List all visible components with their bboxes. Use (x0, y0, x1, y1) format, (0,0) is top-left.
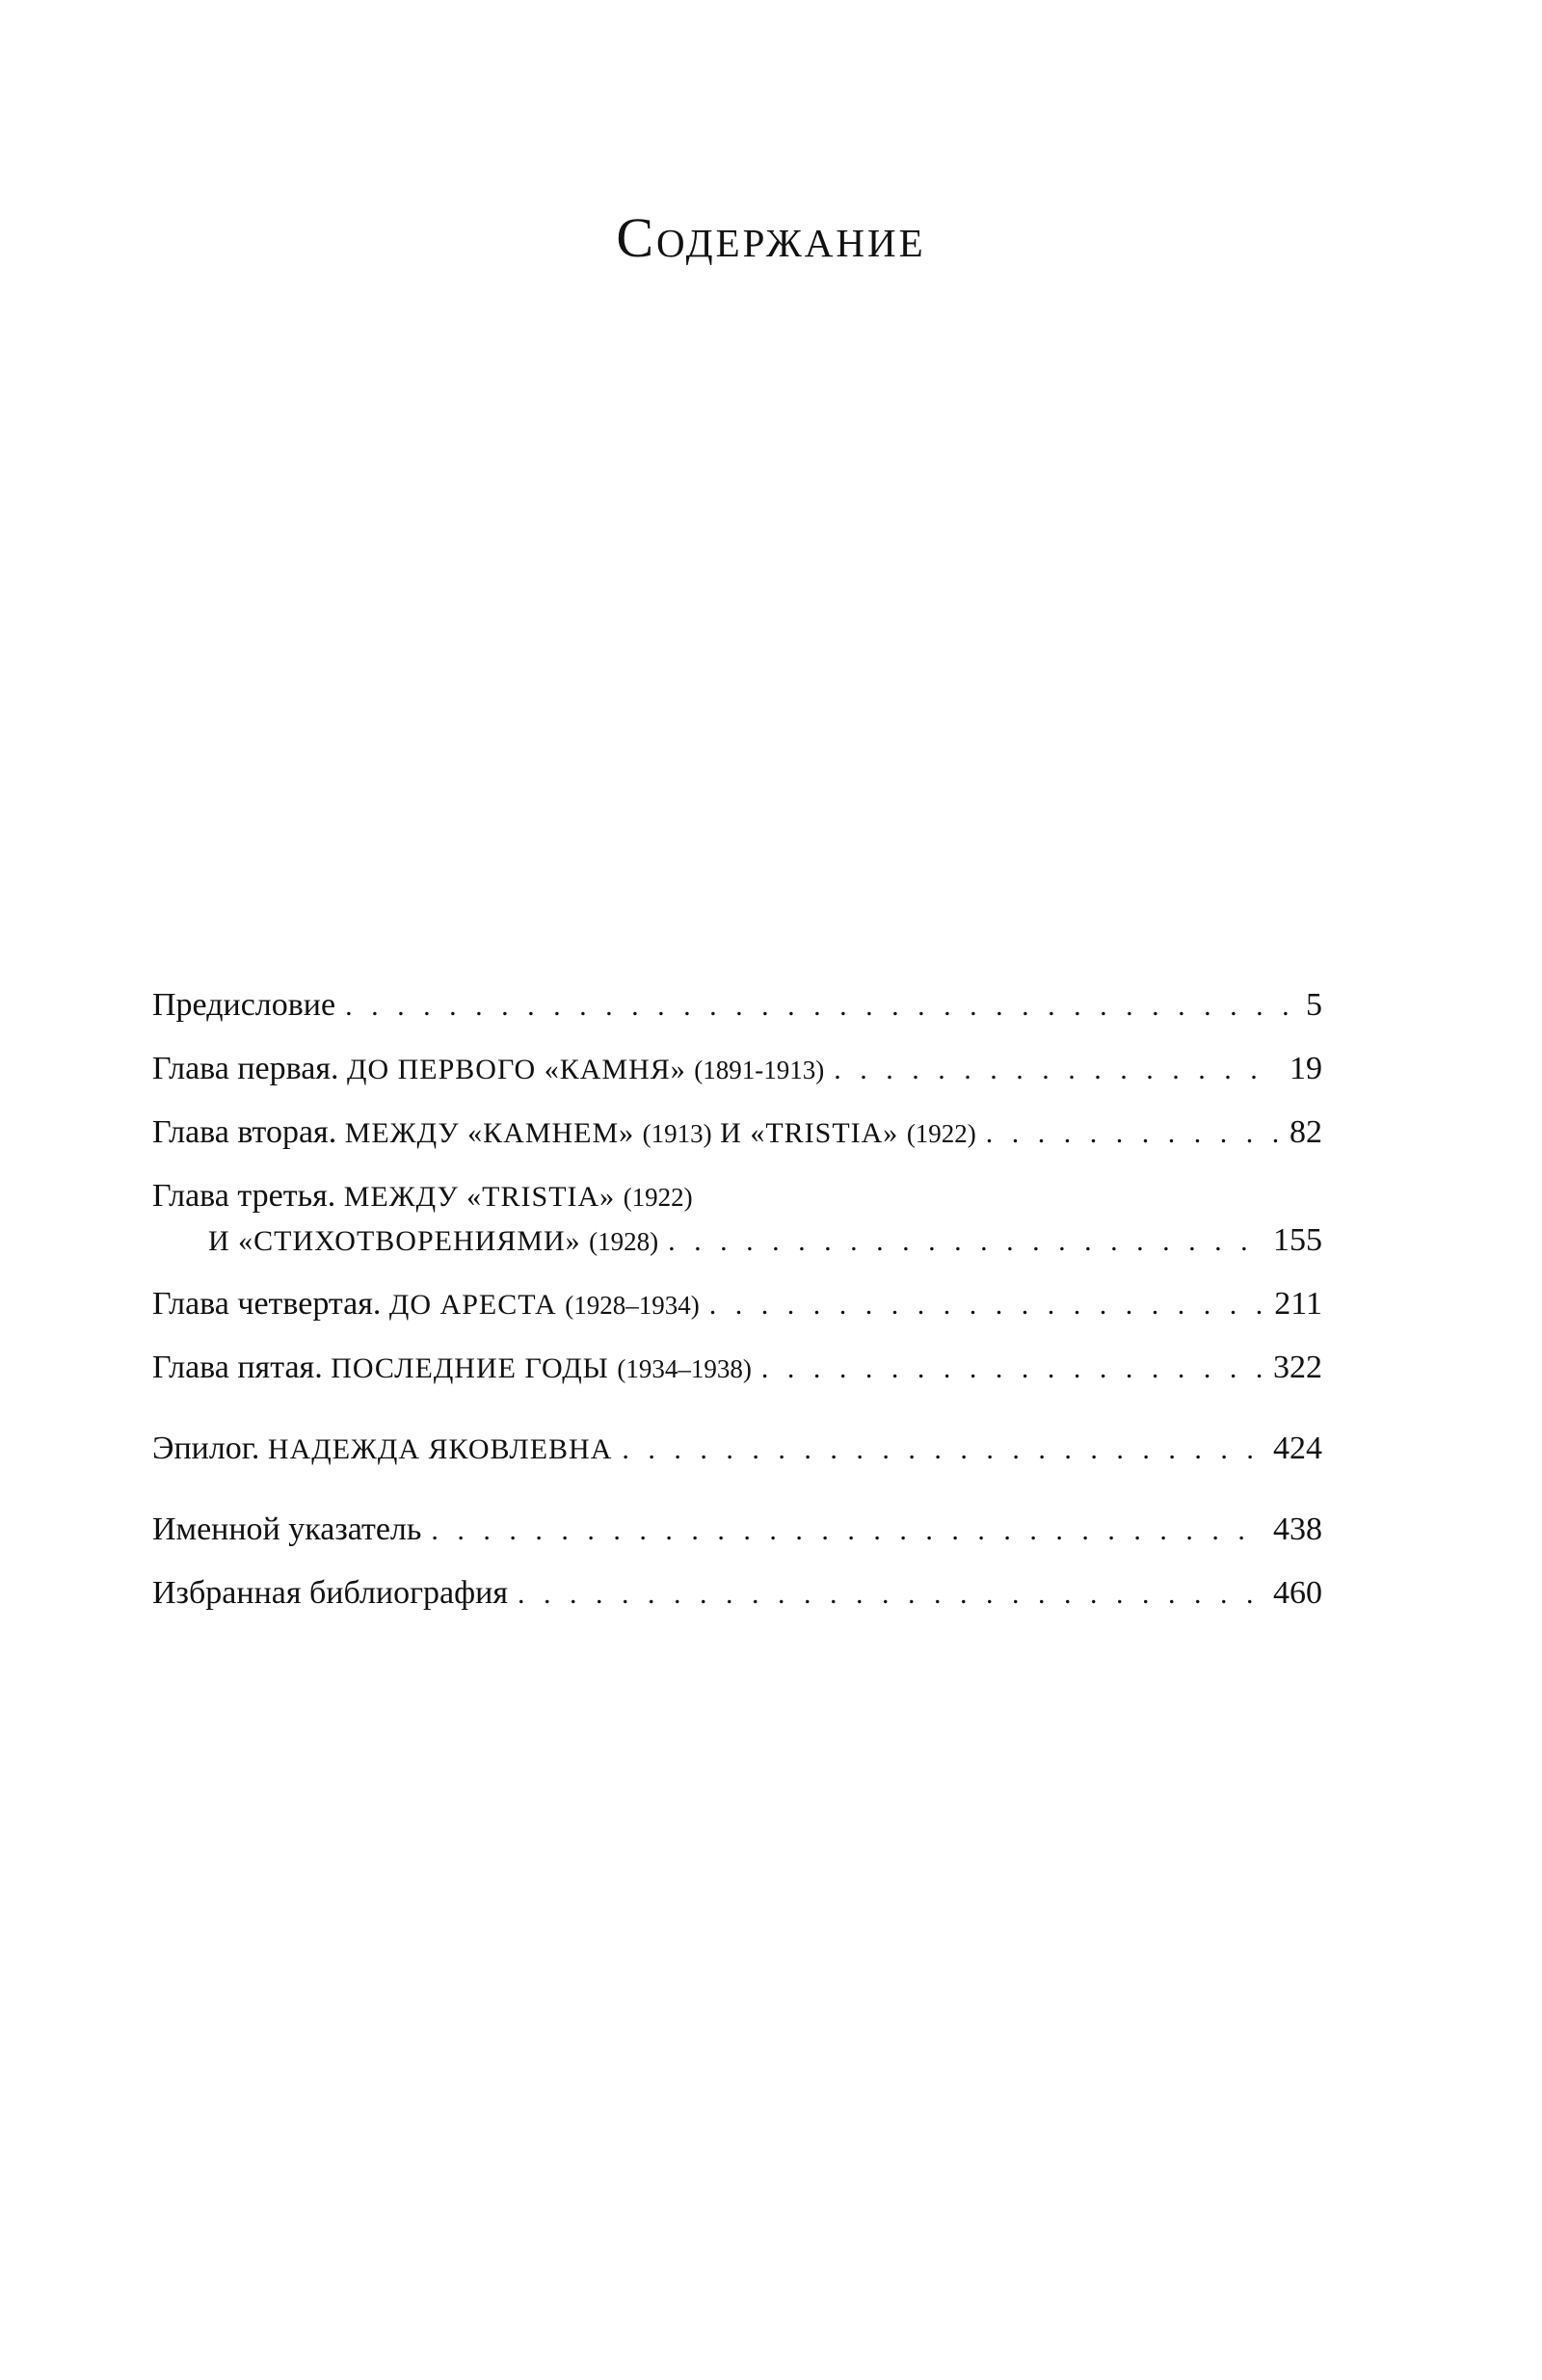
chapter-number: Глава четвертая. (152, 1286, 382, 1322)
toc-entry-label (152, 1427, 622, 1472)
chapter-title: ДО АРЕСТА (388, 1289, 557, 1321)
toc-entry-chapter-4 (152, 1282, 1322, 1326)
chapter-number: Глава третья. (152, 1178, 336, 1214)
chapter-years-continuation: (1928) (589, 1227, 659, 1256)
toc-page-number: 155 (1273, 1222, 1322, 1258)
toc-entry-label (152, 1282, 709, 1327)
chapter-title: ПОСЛЕДНИЕ ГОДЫ (331, 1352, 609, 1384)
toc-leader-dots (834, 1048, 1278, 1092)
toc-entry-label (152, 1110, 986, 1156)
toc-leader-dots (668, 1219, 1262, 1264)
toc-entry-label (152, 1174, 703, 1219)
epilogue-label: Эпилог. (152, 1431, 260, 1466)
toc-leader-dots (709, 1283, 1263, 1327)
toc-entry-name-index (152, 1508, 1322, 1552)
toc-page-number: 211 (1274, 1286, 1322, 1322)
toc-page-number: 438 (1273, 1511, 1322, 1547)
chapter-title-continuation: И «СТИХОТВОРЕНИЯМИ» (208, 1225, 581, 1257)
toc-page-number: 424 (1273, 1431, 1322, 1466)
toc-entry-preface (152, 983, 1322, 1028)
toc-entry-bibliography (152, 1571, 1322, 1616)
chapter-years-part-2: (1922) (906, 1119, 976, 1148)
chapter-title: МЕЖДУ «КАМНЕМ» (344, 1117, 635, 1149)
toc-leader-dots (518, 1572, 1262, 1617)
toc-entry-label: Избранная библиография (152, 1571, 518, 1616)
toc-entry-label (152, 1346, 761, 1391)
chapter-title-part-2: И «TRISTIA» (720, 1117, 899, 1149)
toc-leader-dots (345, 984, 1294, 1029)
chapter-years: (1922) (623, 1183, 693, 1212)
toc-entry-label (152, 1047, 834, 1092)
toc-entry-label: Предисловие (152, 983, 345, 1028)
toc-leader-dots (986, 1111, 1278, 1156)
chapter-years: (1891-1913) (694, 1056, 825, 1084)
chapter-years: (1934–1938) (617, 1354, 752, 1383)
chapter-years: (1928–1934) (565, 1291, 700, 1320)
toc-page-number: 19 (1289, 1051, 1322, 1086)
chapter-number: Глава пятая. (152, 1350, 323, 1385)
chapter-number: Глава вторая. (152, 1114, 337, 1150)
toc-entry-chapter-5 (152, 1346, 1322, 1390)
toc-leader-dots (622, 1428, 1262, 1472)
toc-entry-continuation (208, 1218, 668, 1264)
chapter-title: МЕЖДУ «TRISTIA» (343, 1181, 616, 1213)
toc-page-number: 5 (1306, 987, 1322, 1023)
toc-entry-chapter-1 (152, 1047, 1322, 1091)
toc-entry-epilogue (152, 1427, 1322, 1471)
toc-leader-dots (431, 1509, 1262, 1553)
table-of-contents (152, 983, 1322, 1616)
chapter-years: (1913) (642, 1119, 712, 1148)
toc-leader-dots (761, 1347, 1262, 1391)
chapter-title: ДО ПЕРВОГО «КАМНЯ» (346, 1054, 686, 1085)
toc-entry-label: Именной указатель (152, 1508, 431, 1552)
page-title: Содержание (616, 206, 926, 269)
toc-page-number: 322 (1273, 1350, 1322, 1385)
toc-page-number: 82 (1289, 1114, 1322, 1150)
toc-entry-chapter-3 (152, 1174, 1322, 1263)
epilogue-title: НАДЕЖДА ЯКОВЛЕВНА (267, 1433, 613, 1465)
toc-page-number: 460 (1273, 1575, 1322, 1611)
chapter-number: Глава первая. (152, 1051, 339, 1086)
toc-entry-chapter-2 (152, 1110, 1322, 1155)
